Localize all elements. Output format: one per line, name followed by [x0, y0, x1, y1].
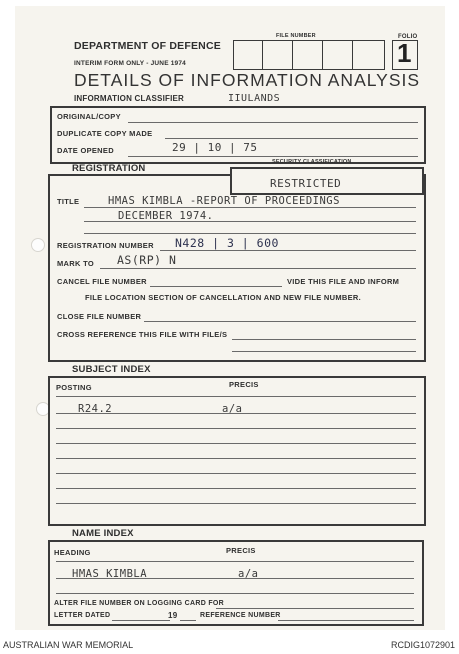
mark-to-value: AS(RP) N: [117, 253, 177, 267]
file-box-divider: [352, 41, 353, 69]
original-copy-label: ORIGINAL/COPY: [57, 112, 121, 121]
registration-number-value: N428 | 3 | 600: [175, 236, 279, 250]
title-underline-3: [84, 233, 416, 234]
subject-row-line: [56, 488, 416, 489]
file-box-divider: [262, 41, 263, 69]
vide-text: VIDE THIS FILE AND INFORM: [287, 277, 400, 286]
title-line-1: HMAS KIMBLA -REPORT OF PROCEEDINGS: [108, 195, 340, 207]
subject-row-line: [56, 396, 416, 397]
interim-note: INTERIM FORM ONLY - JUNE 1974: [74, 60, 186, 67]
file-box-divider: [292, 41, 293, 69]
cross-reference-line-1: [232, 339, 416, 340]
precis-label: PRECIS: [229, 380, 259, 389]
reference-number-line: [278, 620, 414, 621]
subject-row-line: [56, 458, 416, 459]
date-opened-label: DATE OPENED: [57, 146, 114, 155]
posting-value: R24.2: [78, 403, 113, 415]
classifier-value: IIULANDS: [228, 93, 281, 104]
department-title: DEPARTMENT OF DEFENCE: [74, 40, 221, 52]
folio-value: 1: [397, 38, 412, 68]
name-row-line: [56, 578, 414, 579]
heading-value: HMAS KIMBLA: [72, 568, 148, 580]
letter-dated-label: LETTER DATED: [54, 612, 111, 619]
registration-number-label: REGISTRATION NUMBER: [57, 241, 154, 250]
name-precis-label: PRECIS: [226, 546, 256, 555]
punch-hole-top: [31, 238, 45, 252]
mark-to-line: [100, 268, 416, 269]
classifier-label: INFORMATION CLASSIFIER: [74, 94, 185, 103]
close-file-number-label: CLOSE FILE NUMBER: [57, 312, 142, 321]
subject-row-line: [56, 428, 416, 429]
footer-source: AUSTRALIAN WAR MEMORIAL: [3, 640, 134, 650]
title-underline-1: [84, 207, 416, 208]
name-row-line: [56, 561, 414, 562]
subject-row-line: [56, 413, 416, 414]
form-title: DETAILS OF INFORMATION ANALYSIS: [74, 70, 421, 90]
year-prefix: 19: [168, 611, 178, 620]
footer-record-id: RCDIG1072901: [390, 640, 455, 650]
reference-number-label: REFERENCE NUMBER: [200, 612, 281, 619]
subject-row-line: [56, 473, 416, 474]
subject-row-line: [56, 503, 416, 504]
letter-dated-line: [112, 620, 170, 621]
mark-to-label: MARK TO: [57, 259, 94, 268]
heading-label: HEADING: [54, 548, 91, 557]
file-box-divider: [322, 41, 323, 69]
title-line-2: DECEMBER 1974.: [118, 210, 214, 222]
duplicate-copy-label: DUPLICATE COPY MADE: [57, 129, 153, 138]
subject-row-line: [56, 443, 416, 444]
original-copy-line: [128, 122, 418, 123]
alter-file-text: ALTER FILE NUMBER ON LOGGING CARD FOR: [54, 600, 225, 607]
file-location-text: FILE LOCATION SECTION OF CANCELLATION AND NEW FILE NUMBER.: [85, 293, 361, 302]
cross-reference-label: CROSS REFERENCE THIS FILE WITH FILE/S: [57, 330, 228, 339]
title-underline-2: [84, 221, 416, 222]
file-number-boxes: [233, 40, 385, 70]
cross-reference-line-2: [232, 351, 416, 352]
subject-index-heading: SUBJECT INDEX: [72, 364, 151, 375]
registration-number-line: [160, 250, 416, 251]
close-file-line: [144, 321, 416, 322]
registration-heading: REGISTRATION: [72, 163, 146, 174]
security-classification-value: RESTRICTED: [270, 177, 342, 190]
year-line: [180, 620, 196, 621]
duplicate-copy-line: [165, 138, 418, 139]
file-number-label: FILE NUMBER: [276, 33, 316, 39]
title-label: TITLE: [57, 197, 80, 206]
name-row-line: [56, 593, 414, 594]
subject-precis-value: a/a: [222, 403, 243, 415]
date-opened-value: 29 | 10 | 75: [172, 141, 258, 154]
date-opened-line: [128, 156, 418, 157]
folio-label: FOLIO: [398, 34, 418, 40]
security-classification-label: SECURITY CLASSIFICATION: [272, 159, 352, 165]
alter-file-line: [216, 608, 414, 609]
posting-label: POSTING: [56, 383, 92, 392]
cancel-file-number-label: CANCEL FILE NUMBER: [57, 277, 147, 286]
cancel-file-line: [150, 286, 282, 287]
name-index-heading: NAME INDEX: [72, 528, 134, 539]
name-precis-value: a/a: [238, 568, 259, 580]
